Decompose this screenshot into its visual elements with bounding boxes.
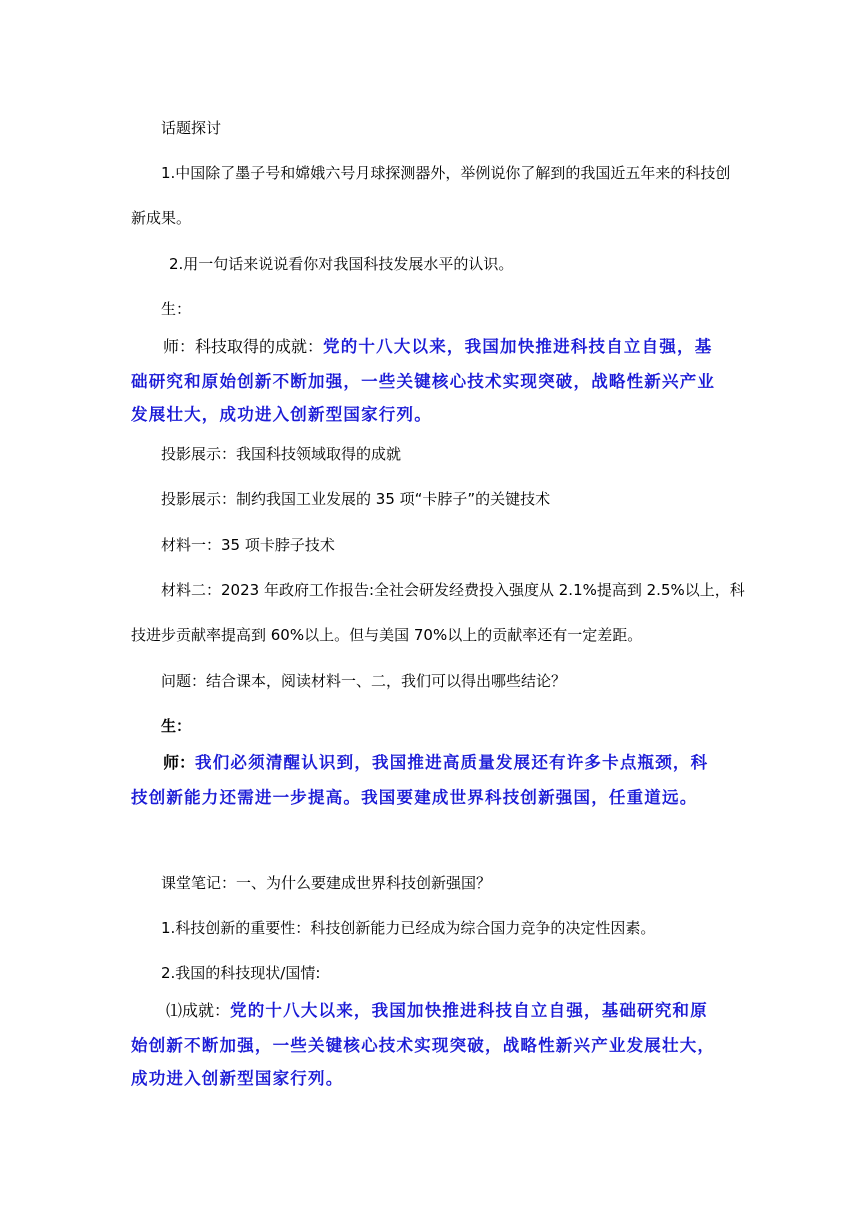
material-1: 材料一：35 项卡脖子技术 [161, 536, 335, 554]
notes-title: 课堂笔记：一、为什么要建成世界科技创新强国？ [161, 874, 492, 892]
student-answer-label-1: 生： [161, 300, 192, 318]
teacher-answer-1-text-1: 党的十八大以来，我国加快推进科技自立自强，基 [323, 337, 713, 356]
teacher-answer-2-text-1: 我们必须清醒认识到，我国推进高质量发展还有许多卡点瓶颈，科 [195, 753, 709, 772]
notes-sub-1-line-3: 成功进入创新型国家行列。 [131, 1069, 344, 1088]
notes-point-2: 2.我国的科技现状/国情: [161, 964, 321, 982]
question-2: 2.用一句话来说说看你对我国科技发展水平的认识。 [169, 255, 514, 273]
question-1-line-1: 1.中国除了墨子号和嫦娥六号月球探测器外，举例说你了解到的我国近五年来的科技创 [161, 164, 731, 182]
material-question: 问题：结合课本，阅读材料一、二，我们可以得出哪些结论？ [161, 672, 567, 690]
material-2-line-1: 材料二：2023 年政府工作报告:全社会研发经费投入强度从 2.1%提高到 2.5%以上，科 [161, 581, 745, 599]
notes-sub-1-line-1 [166, 1001, 708, 1021]
projection-1: 投影展示：我国科技领域取得的成就 [161, 445, 402, 463]
teacher-answer-1-prefix: 师：科技取得的成就： [163, 337, 324, 356]
topic-heading: 话题探讨 [161, 119, 222, 137]
teacher-answer-1-line-3: 发展壮大，成功进入创新型国家行列。 [131, 405, 432, 424]
notes-sub-1-prefix: ⑴成就： [166, 1001, 231, 1020]
notes-sub-1-text-1: 党的十八大以来，我国加快推进科技自立自强，基础研究和原 [230, 1001, 708, 1020]
projection-2: 投影展示：制约我国工业发展的 35 项“卡脖子”的关键技术 [161, 490, 551, 508]
student-answer-label-2: 生： [161, 717, 192, 735]
teacher-answer-2-line-1 [163, 753, 708, 773]
teacher-answer-2-line-2: 技创新能力还需进一步提高。我国要建成世界科技创新强国，任重道远。 [131, 788, 698, 807]
teacher-answer-1-line-1 [163, 337, 712, 357]
material-2-line-2: 技进步贡献率提高到 60%以上。但与美国 70%以上的贡献率还有一定差距。 [131, 626, 643, 644]
teacher-answer-2-prefix: 师： [163, 753, 196, 772]
question-1-line-2: 新成果。 [131, 209, 192, 227]
teacher-answer-1-line-2: 础研究和原始创新不断加强，一些关键核心技术实现突破，战略性新兴产业 [131, 372, 716, 391]
notes-sub-1-line-2: 始创新不断加强，一些关键核心技术实现突破，战略性新兴产业发展壮大， [131, 1036, 716, 1055]
notes-point-1: 1.科技创新的重要性：科技创新能力已经成为综合国力竞争的决定性因素。 [161, 919, 656, 937]
